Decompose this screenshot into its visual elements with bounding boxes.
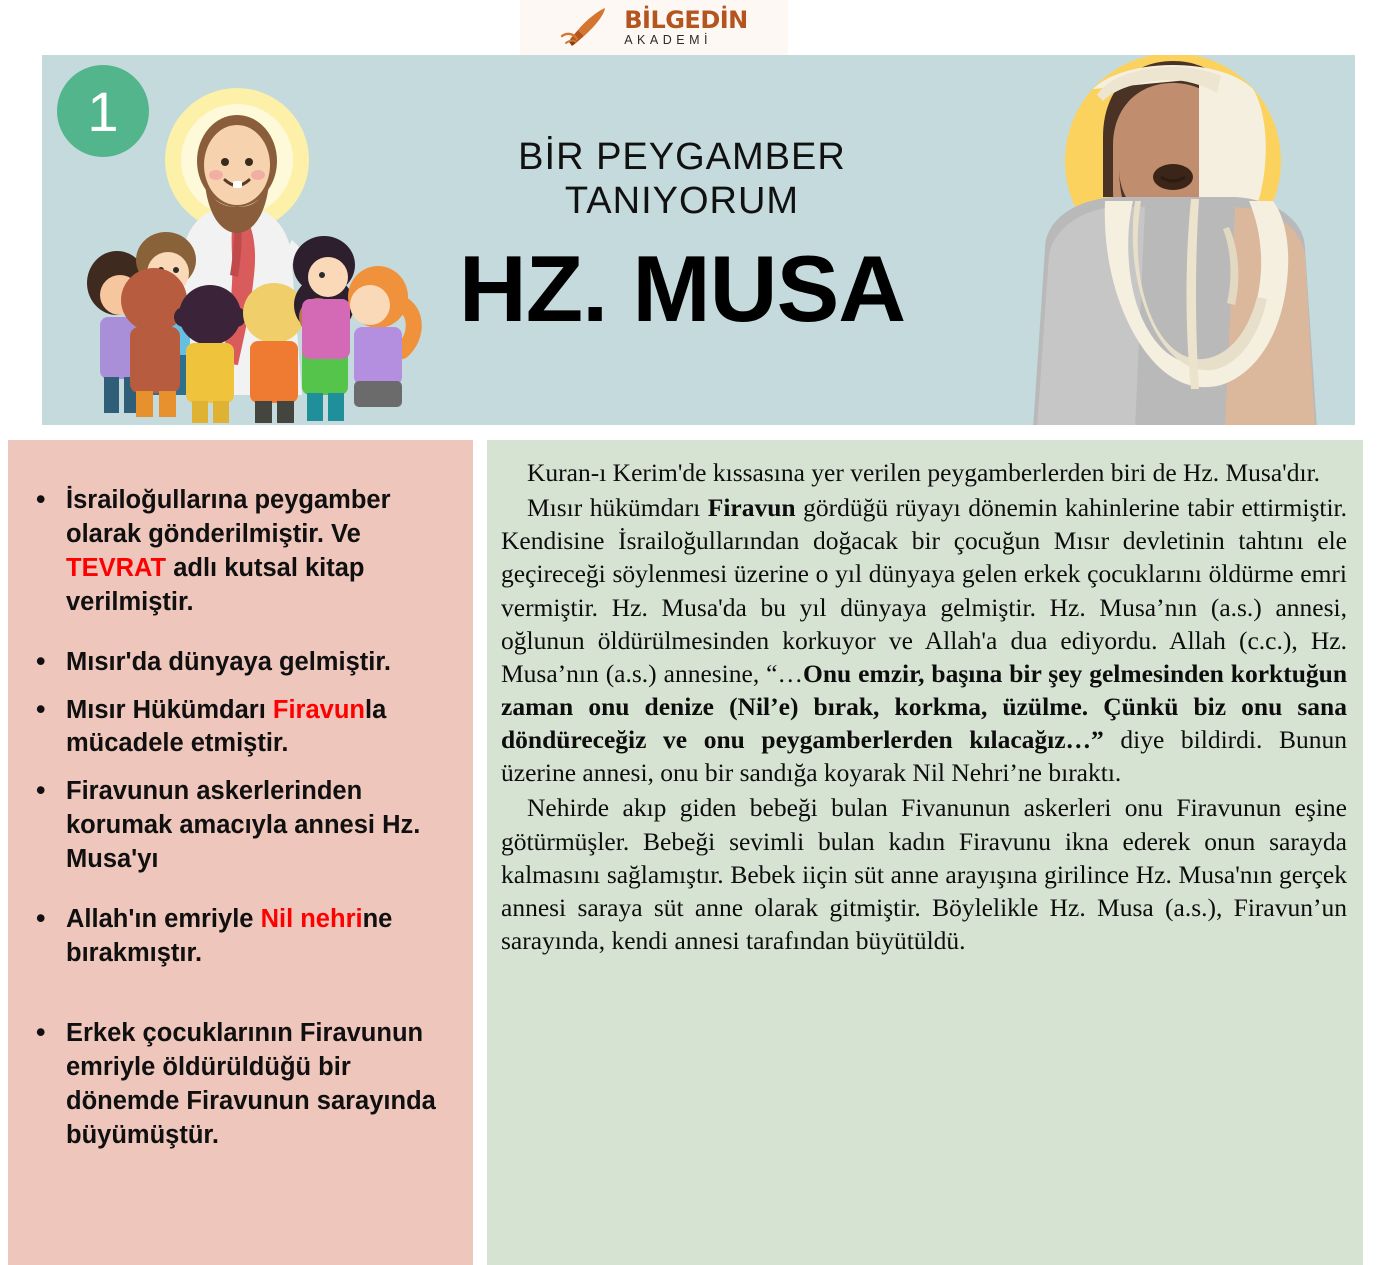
story-paragraph xyxy=(501,456,1347,489)
story-paragraph xyxy=(501,791,1347,957)
story-text: Nehirde akıp giden bebeği bulan Fivanunun askerleri onu Firavunun eşine götürmüşler. Bebeği sevimli bulan kadın Firavunu ikna ederek onun sarayda kalmasını sağlamıştır. Bebek iiçin süt anne arayışına girilince Hz. Musa'nın gerçek annesi saraya süt anne olarak gitmiştir. Böylelikle Hz. Musa (a.s.), Firavun’un sarayında, kendi annesi tarafından büyütüldü. xyxy=(501,793,1347,955)
story-text: Mısır hükümdarı xyxy=(527,493,708,523)
prophet-portrait-illustration xyxy=(985,55,1355,425)
banner-titles xyxy=(372,135,992,341)
fact-text: ne bırakmıştır. xyxy=(66,905,393,967)
highlighted-term: Nil nehri xyxy=(260,905,363,934)
fact-text: Allah'ın emriyle xyxy=(66,905,261,934)
quill-pen-icon xyxy=(560,6,618,50)
story-text-panel xyxy=(487,440,1363,1265)
banner-main-title: HZ. MUSA xyxy=(458,235,906,341)
fact-text: adlı kutsal kitap verilmiştir. xyxy=(66,553,365,616)
fact-text: Firavunun askerlerinden korumak amacıyla annesi Hz. Musa'yı xyxy=(66,777,421,874)
highlighted-term: Firavun xyxy=(272,695,365,724)
lesson-number-badge: 1 xyxy=(57,65,149,157)
quoted-verse-text: Onu emzir, başına bir şey gelmesinden korktuğun zaman onu denize (Nil’e) bırak, korkma, üzülme. Çünkü biz onu sana döndüreceğiz ve onu peygamberlerden kılacağız…” xyxy=(501,658,1347,755)
story-text: diye bildirdi. Bunun üzerine annesi, onu bir sandığa koyarak Nil Nehri’ne bıraktı. xyxy=(501,725,1347,788)
academy-logo xyxy=(520,0,788,55)
key-facts-list xyxy=(22,484,455,1153)
key-fact-item xyxy=(22,694,455,762)
story-paragraph xyxy=(501,491,1347,789)
key-fact-item xyxy=(22,903,455,971)
fact-text: İsrailoğullarına peygamber olarak gönderilmiştir. Ve xyxy=(66,486,391,548)
key-facts-panel xyxy=(8,440,473,1265)
key-fact-item xyxy=(22,484,455,620)
banner-subtitle-line1: BİR PEYGAMBER xyxy=(518,136,846,178)
quoted-verse-text: Firavun xyxy=(707,493,796,523)
story-body xyxy=(501,456,1347,957)
key-fact-item xyxy=(22,775,455,877)
logo-subtitle: AKADEMİ xyxy=(624,33,712,48)
banner-subtitle-line2: TANIYORUM xyxy=(564,180,800,223)
header-banner xyxy=(42,55,1355,425)
fact-text: Mısır'da dünyaya gelmiştir. xyxy=(66,647,391,676)
fact-text: Mısır Hükümdarı xyxy=(66,695,273,724)
fact-text: la mücadele etmiştir. xyxy=(66,695,387,758)
key-fact-item xyxy=(22,1017,455,1153)
key-fact-item xyxy=(22,646,455,680)
highlighted-term: TEVRAT xyxy=(66,553,167,582)
story-text: gördüğü rüyayı dönemin kahinlerine tabir ettirmiştir. Kendisine İsrailoğullarından doğacak bir çocuğun Mısır devletinin tahtını ele geçireceği söylenmesi üzerine o yıl dünyaya gelen erkek çocuklarını öldürme emri vermiştir. Hz. Musa'da bu yıl dünyaya gelmiştir. Hz. Musa’nın (a.s.) annesi, oğlunun öldürülmesinden korkuyor ve Allah'a dua ediyordu. Allah (c.c.), Hz. Musa’nın (a.s.) annesine, “… xyxy=(501,493,1347,688)
logo-title: BİLGEDİN xyxy=(624,6,748,35)
story-text: Kuran-ı Kerim'de kıssasına yer verilen peygamberlerden biri de Hz. Musa'dır. xyxy=(527,458,1321,487)
fact-text: Erkek çocuklarının Firavunun emriyle öldürüldüğü bir dönemde Firavunun sarayında büyümüştür. xyxy=(66,1018,436,1149)
